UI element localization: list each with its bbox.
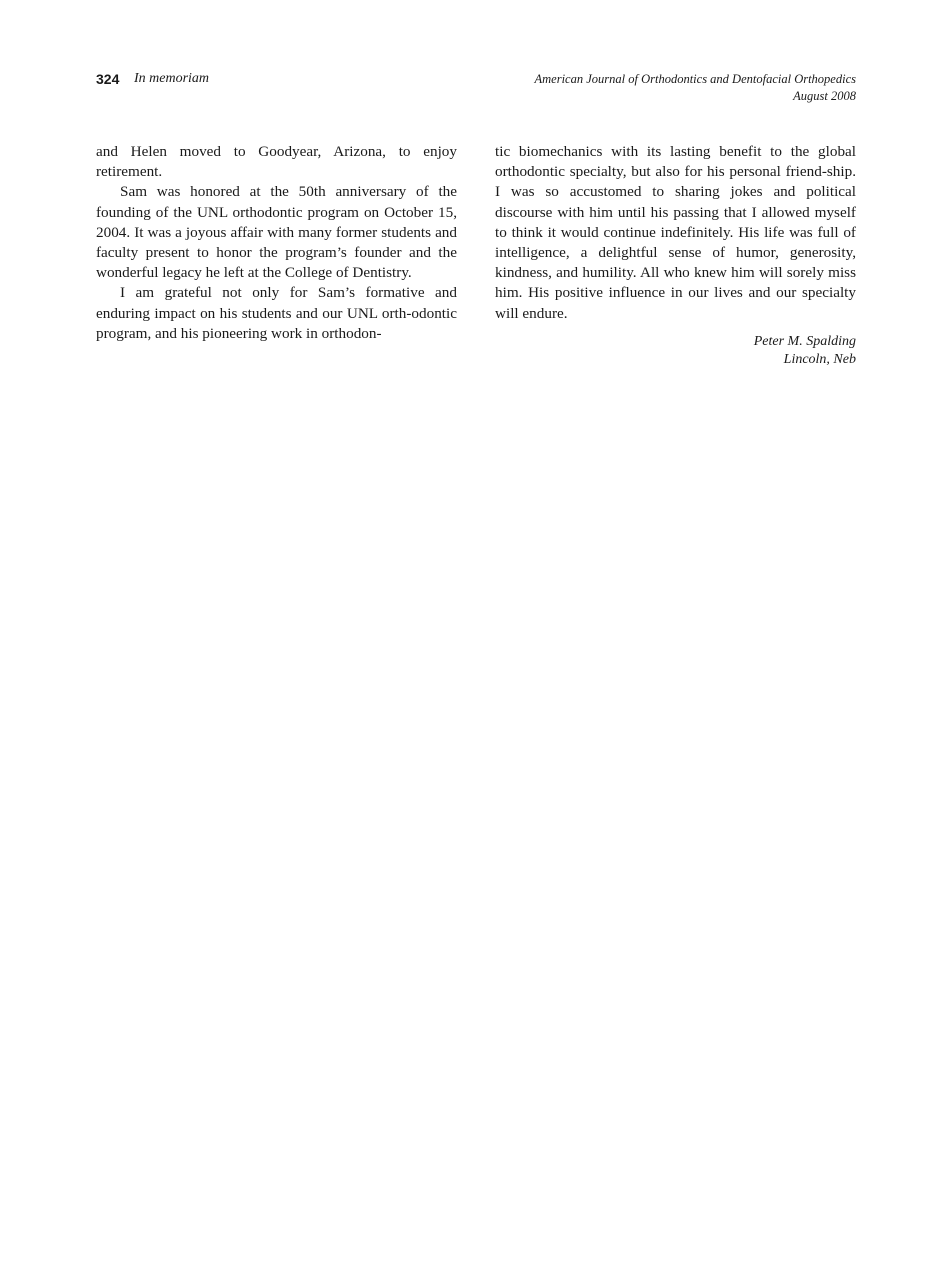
section-title: In memoriam — [134, 71, 210, 86]
paragraph: Sam was honored at the 50th anniversary of the founding of the UNL orthodontic program on October 15, 2004. It was a joyous affair with many former students and faculty present to honor the program’s founder and the wonderful legacy he left at the College of Dentistry. — [96, 183, 457, 282]
author-location: Lincoln, Neb — [783, 352, 856, 368]
journal-info — [535, 71, 857, 105]
right-column — [495, 142, 856, 370]
journal-name: American Journal of Orthodontics and Dentofacial Orthopedics — [534, 72, 856, 86]
paragraph: tic biomechanics with its lasting benefit to the global orthodontic specialty, but also for his personal friend-ship. I was so accustomed to sharing jokes and political discourse with him until his passing that I allowed myself to think it would continue indefinitely. His life was full of intelligence, a delightful sense of humor, generosity, kindness, and humility. All who knew him will sorely miss him. His positive influence in our lives and our specialty will endure. — [495, 143, 856, 322]
paragraph: and Helen moved to Goodyear, Arizona, to enjoy retirement. — [96, 143, 457, 181]
issue-date: August 2008 — [793, 89, 856, 103]
left-column — [96, 142, 457, 344]
page-number: 324 — [96, 71, 120, 87]
signature-block — [495, 333, 856, 370]
author-name: Peter M. Spalding — [753, 333, 856, 349]
paragraph: I am grateful not only for Sam’s formative and enduring impact on his students and our UNL orth-odontic program, and his pioneering work in orthodon- — [96, 284, 457, 342]
